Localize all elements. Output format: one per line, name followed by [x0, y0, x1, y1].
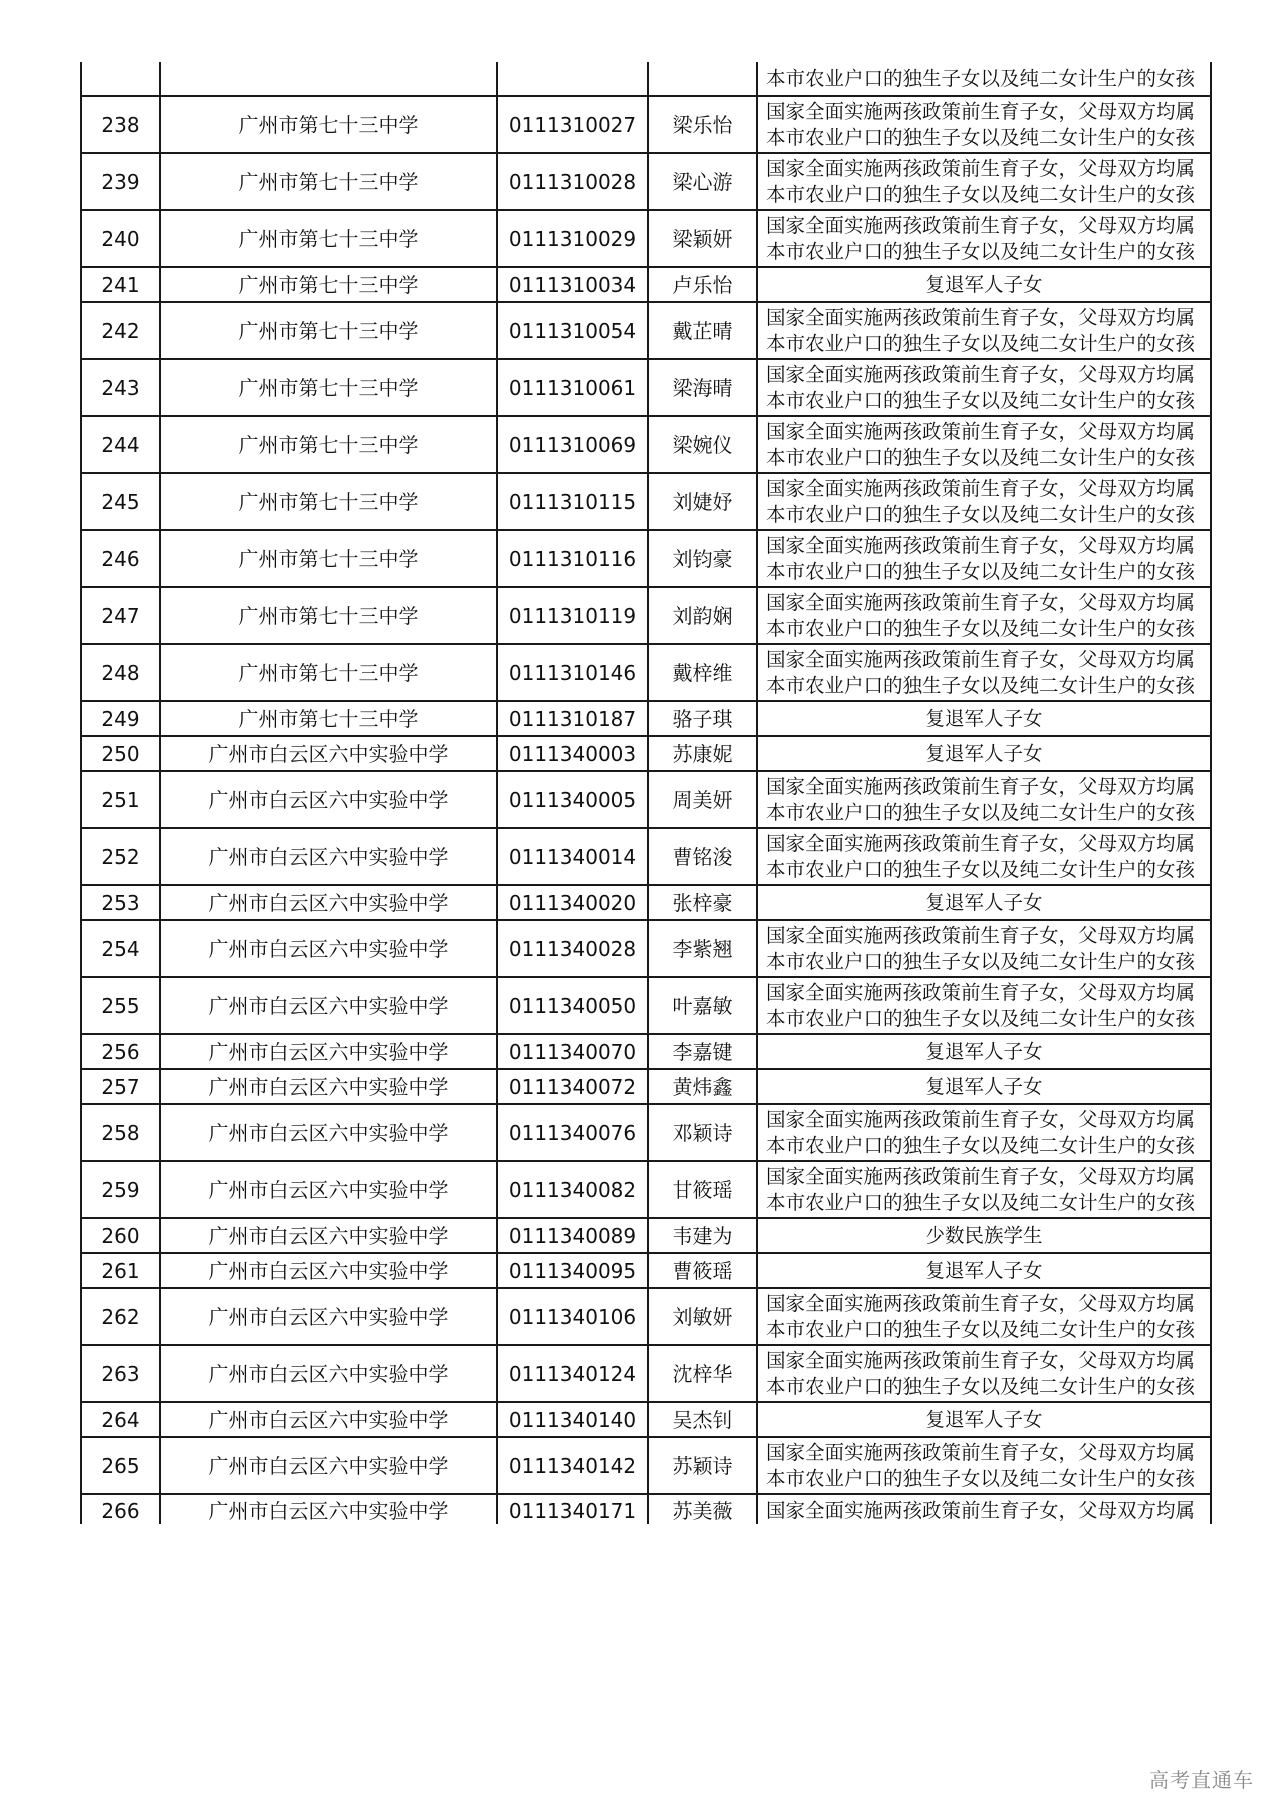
name-cell: 戴梓维 [648, 644, 757, 701]
policy-line-1: 国家全面实施两孩政策前生育子女，父母双方均属 [766, 213, 1196, 237]
school-cell: 广州市第七十三中学 [160, 96, 497, 153]
policy-line-2: 本市农业户口的独生子女以及纯二女计生户的女孩 [766, 1317, 1196, 1341]
table-row [81, 701, 1211, 736]
policy-line-2: 本市农业户口的独生子女以及纯二女计生户的女孩 [766, 616, 1196, 640]
school-cell: 广州市第七十三中学 [160, 587, 497, 644]
no-cell: 257 [81, 1069, 160, 1104]
school-cell: 广州市白云区六中实验中学 [160, 1253, 497, 1288]
policy-line-2: 本市农业户口的独生子女以及纯二女计生户的女孩 [766, 388, 1196, 412]
policy-cell [757, 644, 1211, 701]
policy-line-1: 国家全面实施两孩政策前生育子女，父母双方均属 [766, 1499, 1196, 1522]
no-cell: 245 [81, 473, 160, 530]
id-cell [497, 62, 648, 96]
id-cell: 0111340106 [497, 1288, 648, 1345]
school-cell: 广州市第七十三中学 [160, 644, 497, 701]
policy-cell [757, 1104, 1211, 1161]
id-cell: 0111310115 [497, 473, 648, 530]
table-row [81, 587, 1211, 644]
name-cell: 邓颖诗 [648, 1104, 757, 1161]
policy-line-2: 本市农业户口的独生子女以及纯二女计生户的女孩 [766, 673, 1196, 697]
table-row [81, 1069, 1211, 1104]
policy-cell: 复退军人子女 [757, 267, 1211, 302]
policy-cell [757, 302, 1211, 359]
table-row [81, 473, 1211, 530]
no-cell: 262 [81, 1288, 160, 1345]
table-row [81, 736, 1211, 771]
school-cell: 广州市白云区六中实验中学 [160, 1069, 497, 1104]
school-cell: 广州市白云区六中实验中学 [160, 1288, 497, 1345]
name-cell: 沈梓华 [648, 1345, 757, 1402]
policy-line-1: 国家全面实施两孩政策前生育子女，父母双方均属 [766, 99, 1196, 123]
name-cell: 周美妍 [648, 771, 757, 828]
no-cell [81, 62, 160, 96]
policy-line-2: 本市农业户口的独生子女以及纯二女计生户的女孩 [766, 949, 1196, 973]
school-cell: 广州市白云区六中实验中学 [160, 1034, 497, 1069]
no-cell: 243 [81, 359, 160, 416]
name-cell: 梁乐怡 [648, 96, 757, 153]
name-cell: 卢乐怡 [648, 267, 757, 302]
no-cell: 247 [81, 587, 160, 644]
name-cell: 梁心游 [648, 153, 757, 210]
school-cell: 广州市白云区六中实验中学 [160, 771, 497, 828]
school-cell: 广州市白云区六中实验中学 [160, 1437, 497, 1494]
name-cell: 甘筱瑶 [648, 1161, 757, 1218]
policy-line-1: 国家全面实施两孩政策前生育子女，父母双方均属 [766, 980, 1196, 1004]
policy-cell [757, 1437, 1211, 1494]
policy-line-2: 本市农业户口的独生子女以及纯二女计生户的女孩 [766, 445, 1196, 469]
no-cell: 266 [81, 1494, 160, 1524]
school-cell: 广州市第七十三中学 [160, 267, 497, 302]
name-cell: 曹筱瑶 [648, 1253, 757, 1288]
policy-line-1: 国家全面实施两孩政策前生育子女，父母双方均属 [766, 590, 1196, 614]
no-cell: 242 [81, 302, 160, 359]
school-cell: 广州市白云区六中实验中学 [160, 828, 497, 885]
table-row [81, 359, 1211, 416]
school-cell: 广州市第七十三中学 [160, 530, 497, 587]
table-row [81, 1104, 1211, 1161]
no-cell: 250 [81, 736, 160, 771]
school-cell: 广州市白云区六中实验中学 [160, 1402, 497, 1437]
policy-line-1: 国家全面实施两孩政策前生育子女，父母双方均属 [766, 1440, 1196, 1464]
policy-cell [757, 530, 1211, 587]
policy-cell [757, 96, 1211, 153]
name-cell: 梁海晴 [648, 359, 757, 416]
id-cell: 0111310119 [497, 587, 648, 644]
name-cell: 黄炜鑫 [648, 1069, 757, 1104]
policy-cell: 复退军人子女 [757, 701, 1211, 736]
table-row [81, 977, 1211, 1034]
table-row-continued [81, 62, 1211, 96]
policy-line-1: 国家全面实施两孩政策前生育子女，父母双方均属 [766, 419, 1196, 443]
table-row [81, 1253, 1211, 1288]
no-cell: 258 [81, 1104, 160, 1161]
id-cell: 0111310069 [497, 416, 648, 473]
table-row [81, 920, 1211, 977]
school-cell [160, 62, 497, 96]
policy-cell: 复退军人子女 [757, 1069, 1211, 1104]
school-cell: 广州市第七十三中学 [160, 153, 497, 210]
table-row [81, 416, 1211, 473]
id-cell: 0111310034 [497, 267, 648, 302]
table-row [81, 267, 1211, 302]
id-cell: 0111310028 [497, 153, 648, 210]
id-cell: 0111340050 [497, 977, 648, 1034]
id-cell: 0111340082 [497, 1161, 648, 1218]
policy-line-2: 本市农业户口的独生子女以及纯二女计生户的女孩 [766, 182, 1196, 206]
policy-cell: 复退军人子女 [757, 1402, 1211, 1437]
school-cell: 广州市第七十三中学 [160, 210, 497, 267]
name-cell: 梁颖妍 [648, 210, 757, 267]
name-cell: 刘韵娴 [648, 587, 757, 644]
no-cell: 254 [81, 920, 160, 977]
policy-line-1: 国家全面实施两孩政策前生育子女，父母双方均属 [766, 647, 1196, 671]
no-cell: 238 [81, 96, 160, 153]
table-row [81, 1345, 1211, 1402]
table-body [81, 62, 1211, 1524]
table-row [81, 885, 1211, 920]
id-cell: 0111340095 [497, 1253, 648, 1288]
policy-cell [757, 1494, 1211, 1524]
table-row [81, 153, 1211, 210]
no-cell: 265 [81, 1437, 160, 1494]
policy-cell [757, 771, 1211, 828]
policy-cell [757, 62, 1211, 96]
policy-line-2: 本市农业户口的独生子女以及纯二女计生户的女孩 [766, 1133, 1196, 1157]
policy-line-1: 国家全面实施两孩政策前生育子女，父母双方均属 [766, 1291, 1196, 1315]
watermark-text: 高考直通车 [1149, 1768, 1254, 1792]
table-row [81, 1161, 1211, 1218]
school-cell: 广州市白云区六中实验中学 [160, 1494, 497, 1524]
policy-line-2: 本市农业户口的独生子女以及纯二女计生户的女孩 [766, 1190, 1196, 1214]
school-cell: 广州市第七十三中学 [160, 701, 497, 736]
policy-cell [757, 359, 1211, 416]
no-cell: 256 [81, 1034, 160, 1069]
id-cell: 0111310146 [497, 644, 648, 701]
id-cell: 0111340014 [497, 828, 648, 885]
id-cell: 0111340070 [497, 1034, 648, 1069]
name-cell: 曹铭浚 [648, 828, 757, 885]
id-cell: 0111340140 [497, 1402, 648, 1437]
policy-line-2: 本市农业户口的独生子女以及纯二女计生户的女孩 [766, 331, 1196, 355]
school-cell: 广州市白云区六中实验中学 [160, 885, 497, 920]
table-row [81, 1288, 1211, 1345]
id-cell: 0111310054 [497, 302, 648, 359]
school-cell: 广州市白云区六中实验中学 [160, 1218, 497, 1253]
id-cell: 0111340003 [497, 736, 648, 771]
policy-line-2: 本市农业户口的独生子女以及纯二女计生户的女孩 [766, 857, 1196, 881]
policy-cell [757, 210, 1211, 267]
name-cell: 刘婕妤 [648, 473, 757, 530]
policy-line-2: 本市农业户口的独生子女以及纯二女计生户的女孩 [766, 239, 1196, 263]
policy-cell [757, 977, 1211, 1034]
name-cell: 苏颖诗 [648, 1437, 757, 1494]
policy-line-1: 国家全面实施两孩政策前生育子女，父母双方均属 [766, 156, 1196, 180]
policy-line-2: 本市农业户口的独生子女以及纯二女计生户的女孩 [766, 1006, 1196, 1030]
no-cell: 264 [81, 1402, 160, 1437]
name-cell [648, 62, 757, 96]
table-row [81, 210, 1211, 267]
policy-line-1: 国家全面实施两孩政策前生育子女，父母双方均属 [766, 923, 1196, 947]
table-row [81, 1402, 1211, 1437]
id-cell: 0111340076 [497, 1104, 648, 1161]
policy-cell: 复退军人子女 [757, 1034, 1211, 1069]
policy-cell: 复退军人子女 [757, 736, 1211, 771]
policy-cell [757, 1345, 1211, 1402]
school-cell: 广州市白云区六中实验中学 [160, 920, 497, 977]
table-row [81, 1034, 1211, 1069]
policy-line-2: 本市农业户口的独生子女以及纯二女计生户的女孩 [766, 559, 1196, 583]
table-row [81, 302, 1211, 359]
table-row [81, 1218, 1211, 1253]
id-cell: 0111340020 [497, 885, 648, 920]
no-cell: 239 [81, 153, 160, 210]
no-cell: 244 [81, 416, 160, 473]
school-cell: 广州市白云区六中实验中学 [160, 1345, 497, 1402]
no-cell: 260 [81, 1218, 160, 1253]
policy-line-1: 国家全面实施两孩政策前生育子女，父母双方均属 [766, 1164, 1196, 1188]
policy-line-1: 国家全面实施两孩政策前生育子女，父母双方均属 [766, 774, 1196, 798]
school-cell: 广州市第七十三中学 [160, 416, 497, 473]
policy-line-2: 本市农业户口的独生子女以及纯二女计生户的女孩 [766, 800, 1196, 824]
school-cell: 广州市白云区六中实验中学 [160, 736, 497, 771]
name-cell: 吴杰钊 [648, 1402, 757, 1437]
table-row [81, 644, 1211, 701]
id-cell: 0111340124 [497, 1345, 648, 1402]
no-cell: 255 [81, 977, 160, 1034]
policy-cell [757, 416, 1211, 473]
id-cell: 0111310029 [497, 210, 648, 267]
table-row [81, 530, 1211, 587]
name-cell: 李嘉键 [648, 1034, 757, 1069]
policy-line-2: 本市农业户口的独生子女以及纯二女计生户的女孩 [766, 1374, 1196, 1398]
id-cell: 0111340005 [497, 771, 648, 828]
policy-cell [757, 153, 1211, 210]
table-row [81, 828, 1211, 885]
school-cell: 广州市第七十三中学 [160, 302, 497, 359]
table-row [81, 1437, 1211, 1494]
policy-cell [757, 587, 1211, 644]
table-row [81, 96, 1211, 153]
no-cell: 249 [81, 701, 160, 736]
no-cell: 253 [81, 885, 160, 920]
no-cell: 263 [81, 1345, 160, 1402]
no-cell: 259 [81, 1161, 160, 1218]
name-cell: 骆子琪 [648, 701, 757, 736]
name-cell: 张梓豪 [648, 885, 757, 920]
policy-cell [757, 920, 1211, 977]
school-cell: 广州市白云区六中实验中学 [160, 1161, 497, 1218]
admission-list-table [80, 62, 1212, 1524]
school-cell: 广州市第七十三中学 [160, 473, 497, 530]
id-cell: 0111310061 [497, 359, 648, 416]
name-cell: 叶嘉敏 [648, 977, 757, 1034]
name-cell: 戴芷晴 [648, 302, 757, 359]
no-cell: 246 [81, 530, 160, 587]
school-cell: 广州市白云区六中实验中学 [160, 977, 497, 1034]
policy-line-1: 国家全面实施两孩政策前生育子女，父母双方均属 [766, 831, 1196, 855]
school-cell: 广州市第七十三中学 [160, 359, 497, 416]
name-cell: 韦建为 [648, 1218, 757, 1253]
policy-cell [757, 473, 1211, 530]
id-cell: 0111340089 [497, 1218, 648, 1253]
policy-line-1: 国家全面实施两孩政策前生育子女，父母双方均属 [766, 1348, 1196, 1372]
policy-line-1: 国家全面实施两孩政策前生育子女，父母双方均属 [766, 476, 1196, 500]
policy-line-1: 国家全面实施两孩政策前生育子女，父母双方均属 [766, 362, 1196, 386]
policy-line-1: 国家全面实施两孩政策前生育子女，父母双方均属 [766, 1107, 1196, 1131]
policy-line-2: 本市农业户口的独生子女以及纯二女计生户的女孩 [766, 502, 1196, 526]
id-cell: 0111340028 [497, 920, 648, 977]
no-cell: 261 [81, 1253, 160, 1288]
policy-cell [757, 828, 1211, 885]
policy-cell: 少数民族学生 [757, 1218, 1211, 1253]
policy-line-2: 本市农业户口的独生子女以及纯二女计生户的女孩 [766, 125, 1196, 149]
name-cell: 苏康妮 [648, 736, 757, 771]
no-cell: 251 [81, 771, 160, 828]
policy-line-2: 本市农业户口的独生子女以及纯二女计生户的女孩 [766, 66, 1196, 90]
no-cell: 248 [81, 644, 160, 701]
policy-line-1: 国家全面实施两孩政策前生育子女，父母双方均属 [766, 305, 1196, 329]
name-cell: 苏美薇 [648, 1494, 757, 1524]
policy-cell: 复退军人子女 [757, 885, 1211, 920]
table-row [81, 771, 1211, 828]
policy-cell [757, 1161, 1211, 1218]
id-cell: 0111340142 [497, 1437, 648, 1494]
policy-line-2: 本市农业户口的独生子女以及纯二女计生户的女孩 [766, 1466, 1196, 1490]
school-cell: 广州市白云区六中实验中学 [160, 1104, 497, 1161]
id-cell: 0111310116 [497, 530, 648, 587]
policy-cell: 复退军人子女 [757, 1253, 1211, 1288]
name-cell: 梁婉仪 [648, 416, 757, 473]
no-cell: 252 [81, 828, 160, 885]
table-row [81, 1494, 1211, 1524]
id-cell: 0111310027 [497, 96, 648, 153]
id-cell: 0111340171 [497, 1494, 648, 1524]
no-cell: 241 [81, 267, 160, 302]
name-cell: 李紫翘 [648, 920, 757, 977]
name-cell: 刘钧豪 [648, 530, 757, 587]
id-cell: 0111310187 [497, 701, 648, 736]
policy-line-1: 国家全面实施两孩政策前生育子女，父母双方均属 [766, 533, 1196, 557]
policy-cell [757, 1288, 1211, 1345]
id-cell: 0111340072 [497, 1069, 648, 1104]
no-cell: 240 [81, 210, 160, 267]
name-cell: 刘敏妍 [648, 1288, 757, 1345]
